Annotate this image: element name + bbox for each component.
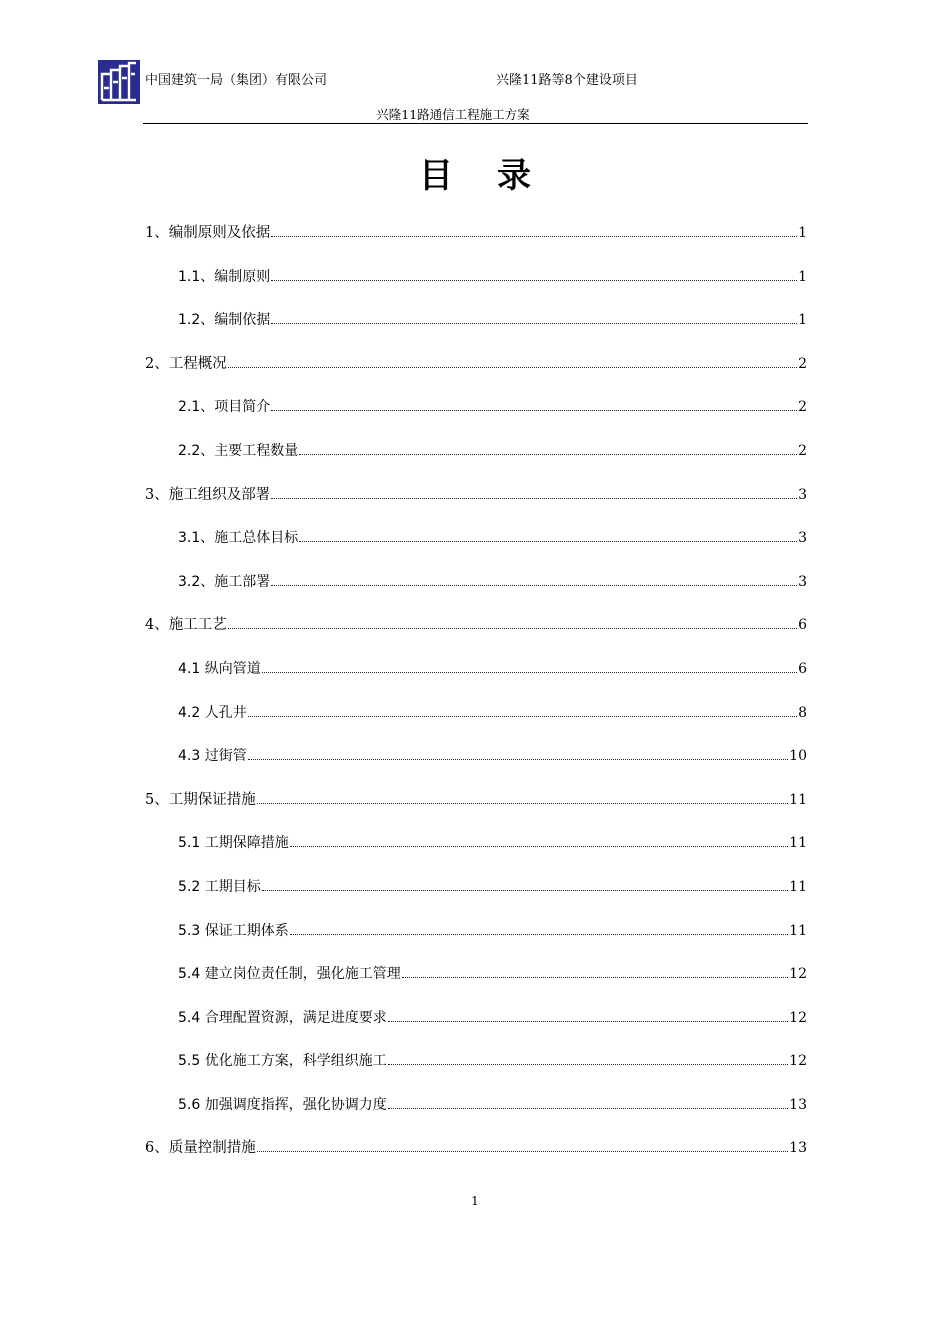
toc-entry-page: 3: [798, 530, 807, 547]
toc-dot-leader: [388, 1020, 788, 1022]
toc-entry-page: 3: [798, 486, 807, 503]
toc-entry[interactable]: [145, 260, 807, 304]
page-title: 目录: [419, 156, 575, 196]
toc-entry-page: 1: [798, 268, 807, 285]
toc-entry-page: 13: [789, 1140, 807, 1157]
toc-entry-title: 1.1、编制原则: [178, 268, 271, 285]
toc-entry-title: 1、编制原则及依据: [145, 225, 271, 241]
toc-entry-page: 2: [798, 355, 807, 372]
toc-dot-leader: [248, 715, 797, 717]
document-subtitle: 兴隆11路通信工程施工方案: [376, 107, 530, 122]
toc-dot-leader: [271, 409, 797, 411]
toc-entry-title: 4.1 纵向管道: [178, 660, 261, 677]
toc-entry-page: 2: [798, 399, 807, 416]
toc-entry-title: 6、质量控制措施: [145, 1140, 256, 1157]
toc-entry-page: 12: [789, 1009, 807, 1026]
toc-entry[interactable]: [145, 1044, 807, 1088]
toc-dot-leader: [248, 758, 788, 760]
toc-entry-title: 5.2 工期目标: [178, 878, 261, 895]
toc-entry[interactable]: [145, 434, 807, 478]
toc-entry[interactable]: [145, 696, 807, 740]
toc-entry-title: 4.3 过街管: [178, 748, 247, 765]
toc-entry[interactable]: [145, 783, 807, 827]
toc-entry[interactable]: [145, 957, 807, 1001]
toc-entry-page: 13: [789, 1096, 807, 1113]
toc-dot-leader: [271, 322, 797, 324]
toc-dot-leader: [257, 802, 788, 804]
toc-entry[interactable]: [145, 216, 807, 260]
toc-entry[interactable]: [145, 303, 807, 347]
toc-entry[interactable]: [145, 1088, 807, 1132]
toc-entry-page: 1: [798, 312, 807, 329]
toc-entry-title: 3.2、施工部署: [178, 573, 271, 590]
toc-entry-title: 5.5 优化施工方案，科学组织施工: [178, 1053, 387, 1070]
company-name: 中国建筑一局（集团）有限公司: [145, 73, 328, 88]
project-name: 兴隆11路等8个建设项目: [496, 73, 638, 88]
toc-entry[interactable]: [145, 565, 807, 609]
toc-dot-leader: [388, 1107, 788, 1109]
toc-entry[interactable]: [145, 739, 807, 783]
toc-dot-leader: [271, 279, 797, 281]
toc-dot-leader: [299, 540, 797, 542]
toc-entry[interactable]: [145, 826, 807, 870]
toc-entry[interactable]: [145, 347, 807, 391]
toc-entry-page: 1: [798, 225, 807, 241]
toc-entry-page: 10: [789, 748, 807, 765]
toc-entry-title: 4.2 人孔井: [178, 704, 247, 721]
toc-entry-page: 12: [789, 1053, 807, 1070]
toc-entry[interactable]: [145, 390, 807, 434]
toc-entry-title: 1.2、编制依据: [178, 312, 271, 329]
cscec-logo-icon: [98, 60, 140, 104]
toc-entry-page: 11: [789, 791, 807, 808]
toc-dot-leader: [228, 627, 797, 629]
toc-entry[interactable]: [145, 1131, 807, 1175]
page-header: [98, 60, 808, 126]
toc-entry-page: 3: [798, 573, 807, 590]
toc-dot-leader: [290, 845, 788, 847]
toc-dot-leader: [257, 1150, 788, 1152]
toc-entry-title: 2、工程概况: [145, 355, 227, 372]
toc-dot-leader: [228, 366, 797, 368]
toc-dot-leader: [271, 497, 797, 499]
toc-entry[interactable]: [145, 914, 807, 958]
page-number: 1: [471, 1194, 479, 1208]
toc-entry-title: 3.1、施工总体目标: [178, 530, 299, 547]
toc-dot-leader: [290, 933, 788, 935]
toc-entry-page: 11: [789, 922, 807, 939]
toc-dot-leader: [402, 976, 788, 978]
toc-dot-leader: [299, 453, 797, 455]
toc-entry-page: 11: [789, 835, 807, 852]
toc-entry-page: 2: [798, 442, 807, 459]
header-divider: [143, 123, 808, 124]
toc-entry[interactable]: [145, 652, 807, 696]
toc-dot-leader: [388, 1063, 788, 1065]
toc-entry-title: 5.4 合理配置资源，满足进度要求: [178, 1009, 387, 1026]
toc-entry-title: 5.1 工期保障措施: [178, 835, 289, 852]
toc-entry-page: 6: [798, 617, 807, 634]
toc-entry[interactable]: [145, 1001, 807, 1045]
toc-entry-title: 5.3 保证工期体系: [178, 922, 289, 939]
toc-entry[interactable]: [145, 478, 807, 522]
table-of-contents: [145, 216, 807, 1175]
toc-entry-title: 5.6 加强调度指挥，强化协调力度: [178, 1096, 387, 1113]
toc-dot-leader: [262, 671, 797, 673]
toc-entry-title: 5.4 建立岗位责任制，强化施工管理: [178, 966, 401, 983]
toc-entry[interactable]: [145, 870, 807, 914]
toc-entry-page: 11: [789, 878, 807, 895]
toc-dot-leader: [262, 889, 788, 891]
toc-entry-title: 5、工期保证措施: [145, 791, 256, 808]
toc-entry-page: 12: [789, 966, 807, 983]
toc-dot-leader: [271, 235, 797, 237]
toc-entry[interactable]: [145, 521, 807, 565]
toc-entry-page: 6: [798, 660, 807, 677]
toc-entry-title: 4、施工工艺: [145, 617, 227, 634]
toc-entry[interactable]: [145, 608, 807, 652]
toc-entry-page: 8: [798, 704, 807, 721]
toc-entry-title: 2.2、主要工程数量: [178, 442, 299, 459]
toc-entry-title: 3、施工组织及部署: [145, 486, 271, 503]
toc-entry-title: 2.1、项目简介: [178, 399, 271, 416]
toc-dot-leader: [271, 584, 797, 586]
